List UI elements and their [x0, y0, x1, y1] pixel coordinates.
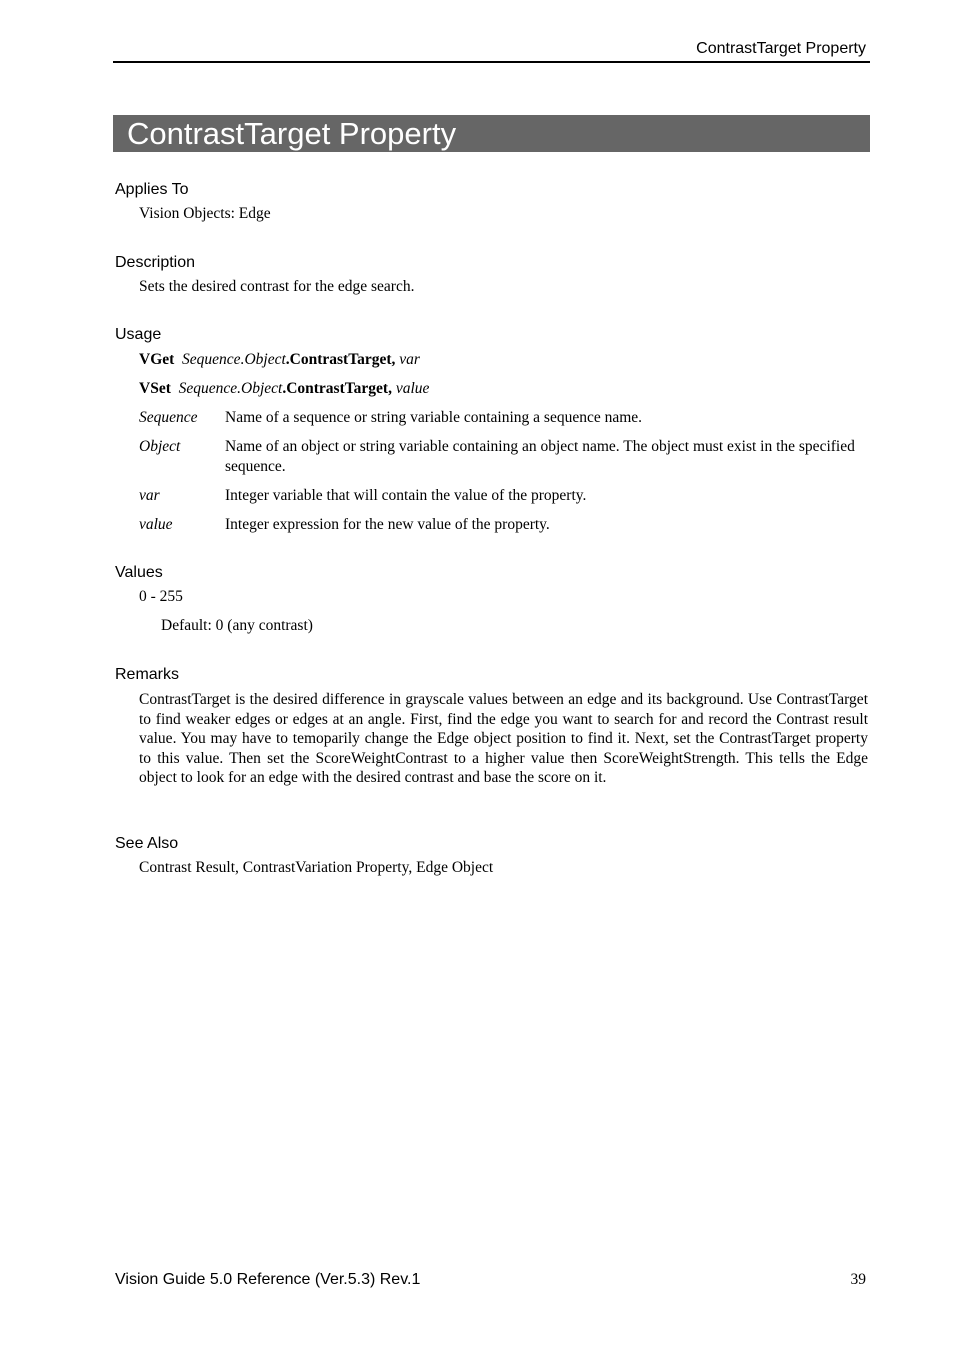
vget-property: .ContrastTarget,	[285, 351, 396, 368]
running-header: ContrastTarget Property	[696, 40, 866, 57]
param-name-value: value	[139, 516, 173, 533]
param-name-object: Object	[139, 438, 181, 455]
page-title: ContrastTarget Property	[113, 115, 870, 152]
vset-command: VSet	[139, 380, 171, 397]
usage-vset-syntax	[139, 380, 429, 398]
applies-to-heading: Applies To	[115, 181, 189, 198]
vget-target: Sequence.Object	[182, 351, 286, 368]
description-heading: Description	[115, 254, 196, 271]
remarks-text: ContrastTarget is the desired difference in grayscale values between an edge and its background. Use ContrastTarget to find weaker edges or edges at an angle. First, find the edge you want to search for and record the Contrast result value. You may have to temoparily change the Edge object position to find it. Next, set the ContrastTarget property to this value. Then set the ScoreWeightContrast to a higher value then ScoreWeightStrength. This tells the Edge object to look for an edge with the desired contrast and base the score on it.	[139, 691, 868, 786]
usage-vget-syntax	[139, 351, 420, 369]
vset-argument: value	[395, 380, 430, 397]
footer-document-title: Vision Guide 5.0 Reference (Ver.5.3) Rev.1	[115, 1271, 421, 1288]
vset-property: .ContrastTarget,	[282, 380, 392, 397]
param-desc-value: Integer expression for the new value of the property.	[225, 516, 550, 533]
see-also-heading: See Also	[115, 835, 179, 852]
param-desc-var: Integer variable that will contain the value of the property.	[225, 487, 587, 504]
remarks-heading: Remarks	[115, 666, 180, 683]
applies-to-text: Vision Objects: Edge	[139, 205, 271, 222]
vget-command: VGet	[139, 351, 175, 368]
see-also-text: Contrast Result, ContrastVariation Property, Edge Object	[139, 859, 494, 876]
vget-argument: var	[399, 351, 420, 368]
param-name-var: var	[139, 487, 160, 504]
description-text: Sets the desired contrast for the edge search.	[139, 278, 415, 295]
param-desc-object: Name of an object or string variable containing an object name. The object must exist in the specified sequence.	[225, 438, 855, 475]
usage-heading: Usage	[115, 326, 162, 343]
values-range: 0 - 255	[139, 588, 183, 605]
param-name-sequence: Sequence	[139, 409, 198, 426]
footer-page-number: 39	[850, 1271, 866, 1288]
header-rule	[113, 61, 870, 63]
values-default: Default: 0 (any contrast)	[161, 617, 313, 634]
values-heading: Values	[115, 564, 163, 581]
param-desc-sequence: Name of a sequence or string variable containing a sequence name.	[225, 409, 643, 426]
vset-target: Sequence.Object	[178, 380, 283, 397]
